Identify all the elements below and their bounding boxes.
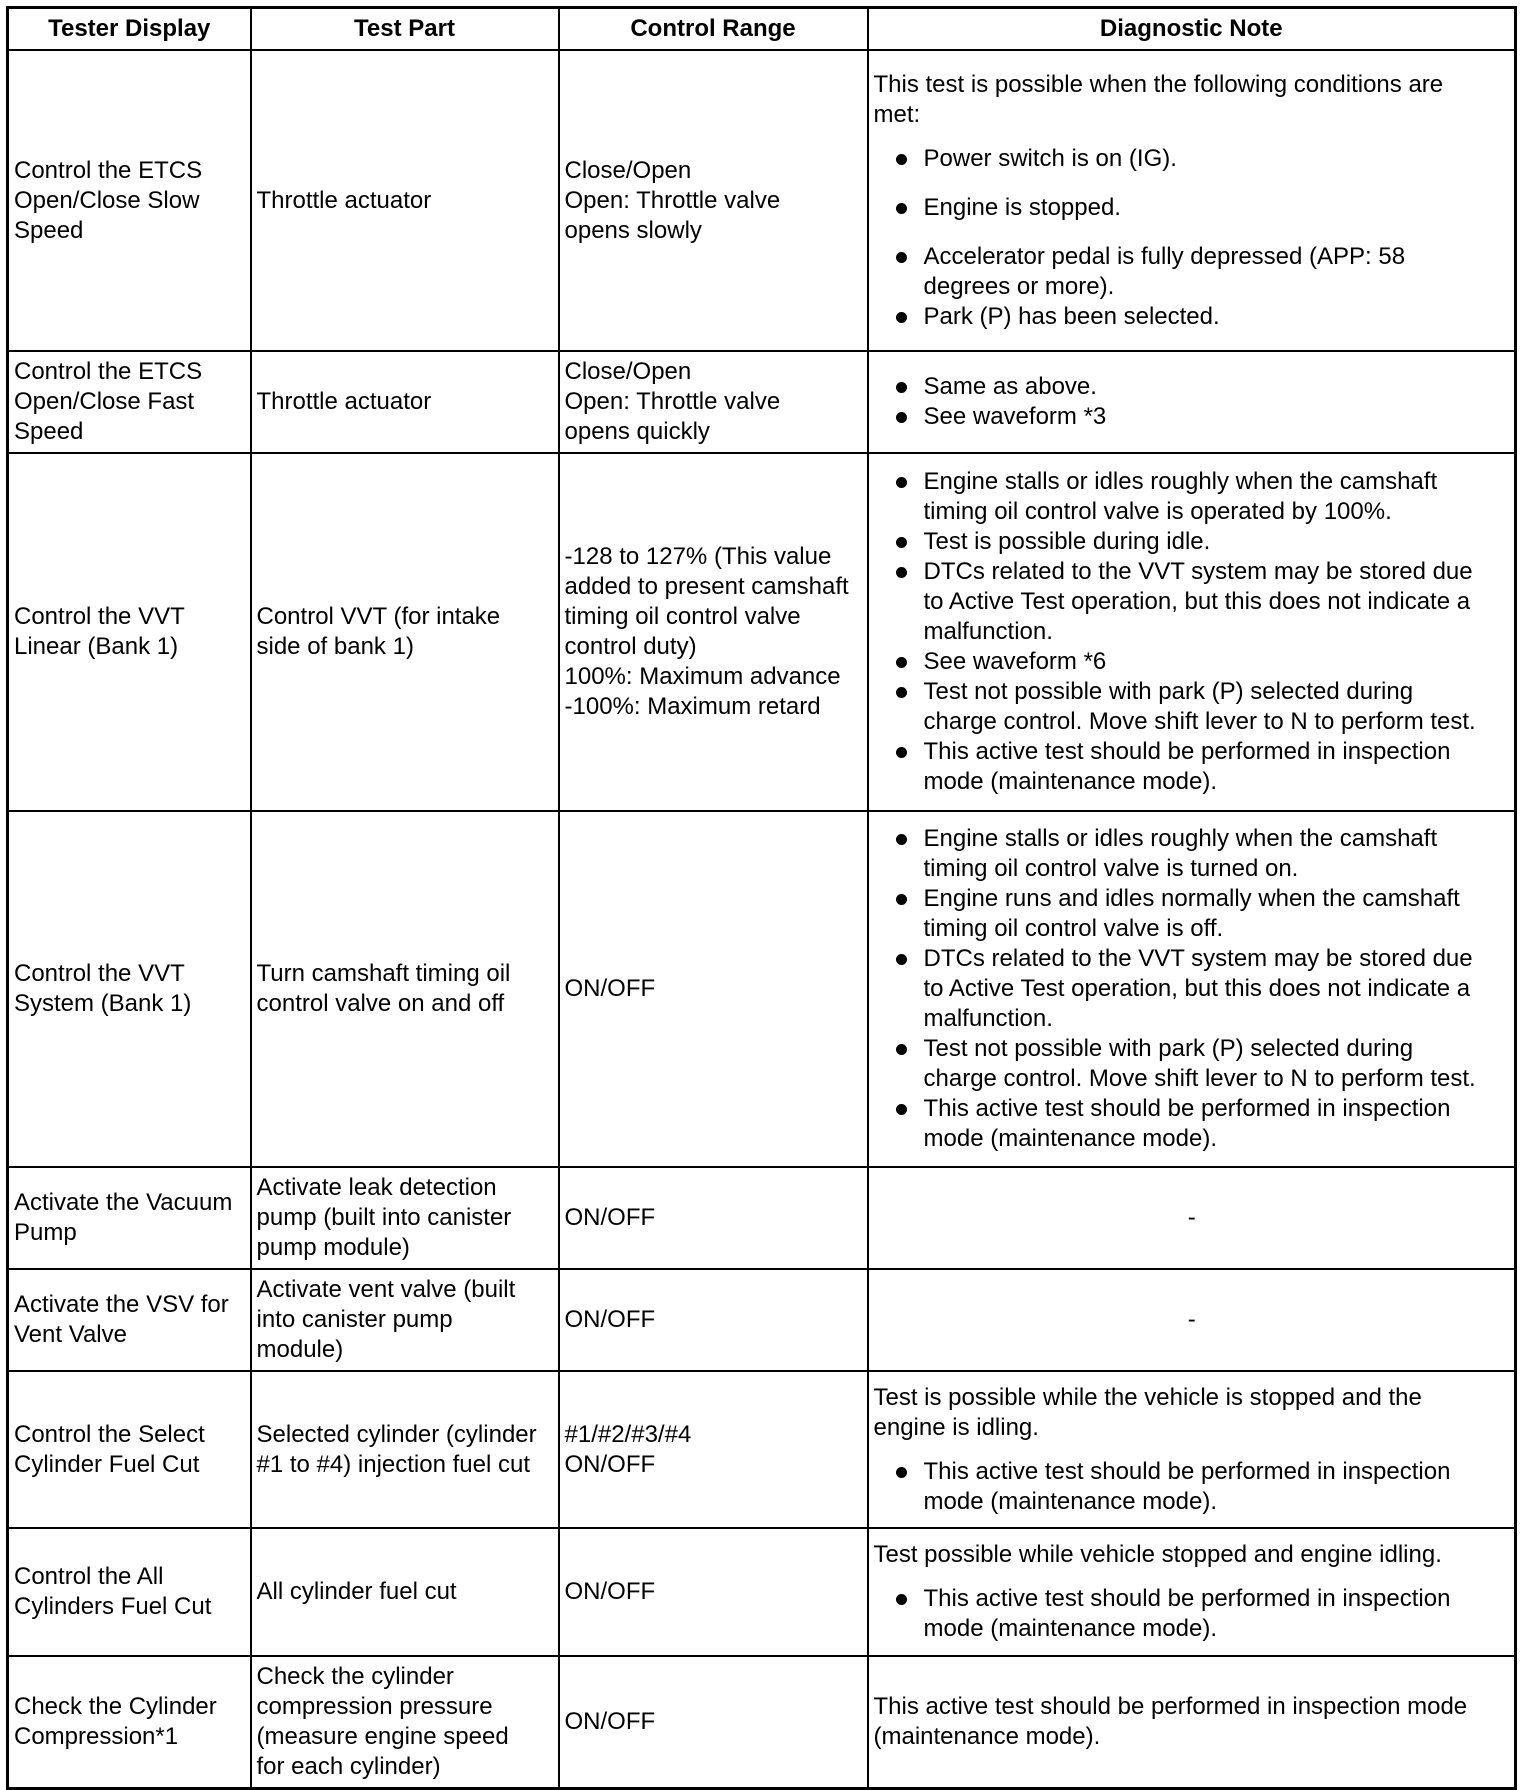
note-bullet [874, 402, 1511, 432]
bullet-text: Test not possible with park (P) selected during charge control. Move shift lever to N to perform test. [923, 678, 1476, 735]
bullet-text: This active test should be performed in inspection mode (maintenance mode). [923, 1095, 1451, 1152]
test-part-cell: Throttle actuator [251, 351, 559, 453]
table-row [8, 50, 1516, 351]
note-text: - [1187, 1306, 1196, 1333]
note-intro: Test is possible while the vehicle is stopped and the engine is idling. [873, 1383, 1422, 1441]
bullet-icon [896, 687, 907, 698]
note-bullet [874, 372, 1511, 402]
bullet-icon [896, 747, 907, 758]
header-test-part: Test Part [251, 8, 559, 51]
test-part-cell: All cylinder fuel cut [251, 1528, 559, 1656]
bullet-icon [896, 1044, 907, 1055]
diagnostic-note-cell [868, 50, 1516, 351]
diagnostic-note-cell [868, 453, 1516, 811]
diagnostic-note-cell [868, 1528, 1516, 1656]
tester-display-cell: Check the Cylinder Compression*1 [8, 1656, 251, 1788]
bullet-text: Accelerator pedal is fully depressed (APP: 58 degrees or more). [923, 242, 1406, 300]
tester-display-cell: Control the All Cylinders Fuel Cut [8, 1528, 251, 1656]
note-bullet [874, 737, 1511, 797]
note-bullet [874, 467, 1511, 527]
table-row [8, 1167, 1516, 1269]
diagnostic-note-cell: This active test should be performed in inspection mode (maintenance mode). [868, 1656, 1516, 1788]
bullet-icon [896, 657, 907, 668]
table-row [8, 453, 1516, 811]
note-text: - [1187, 1204, 1196, 1231]
bullet-icon [896, 567, 907, 578]
note-bullet [874, 1584, 1511, 1644]
note-bullet-list [874, 824, 1511, 1154]
diagnostic-note-cell [868, 811, 1516, 1167]
bullet-text: Engine stalls or idles roughly when the camshaft timing oil control valve is operated by 100%. [923, 468, 1438, 525]
bullet-icon [896, 894, 907, 905]
note-bullet-list [874, 467, 1511, 797]
bullet-text: Same as above. [923, 373, 1097, 400]
note-bullet-list [874, 1584, 1511, 1644]
note-bullet [874, 677, 1511, 737]
control-range-cell: ON/OFF [559, 1167, 868, 1269]
bullet-icon [896, 954, 907, 965]
bullet-text: DTCs related to the VVT system may be stored due to Active Test operation, but this does not indicate a malfunction. [923, 558, 1473, 645]
bullet-icon [896, 537, 907, 548]
note-bullet-list [874, 372, 1511, 432]
control-range-cell: ON/OFF [559, 1269, 868, 1371]
tester-display-cell: Control the VVT System (Bank 1) [8, 811, 251, 1167]
note-bullet [874, 557, 1511, 647]
bullet-icon [896, 834, 907, 845]
note-bullet [874, 1457, 1511, 1517]
note-bullet [874, 302, 1511, 332]
note-bullet [874, 884, 1511, 944]
bullet-icon [896, 154, 907, 165]
diagnostic-note-cell [868, 351, 1516, 453]
bullet-text: See waveform *6 [923, 648, 1107, 675]
bullet-icon [896, 312, 907, 323]
bullet-text: Engine runs and idles normally when the camshaft timing oil control valve is off. [923, 885, 1460, 942]
control-range-cell: ON/OFF [559, 811, 868, 1167]
diagnostic-note-cell [868, 1167, 1516, 1269]
test-part-cell: Turn camshaft timing oil control valve on and off [251, 811, 559, 1167]
bullet-icon [896, 203, 907, 214]
bullet-icon [896, 252, 907, 263]
bullet-text: See waveform *3 [923, 403, 1107, 430]
bullet-icon [896, 1467, 907, 1478]
bullet-text: Engine is stopped. [923, 193, 1121, 221]
control-range-cell: #1/#2/#3/#4 ON/OFF [559, 1371, 868, 1528]
bullet-text: DTCs related to the VVT system may be stored due to Active Test operation, but this does not indicate a malfunction. [923, 945, 1473, 1032]
table-row [8, 1656, 1516, 1788]
header-control-range: Control Range [559, 8, 868, 51]
bullet-text: Test not possible with park (P) selected during charge control. Move shift lever to N to perform test. [923, 1035, 1476, 1092]
note-bullet [874, 944, 1511, 1034]
test-part-cell: Activate vent valve (built into canister pump module) [251, 1269, 559, 1371]
tester-display-cell: Control the ETCS Open/Close Slow Speed [8, 50, 251, 351]
table-row [8, 1528, 1516, 1656]
bullet-icon [896, 382, 907, 393]
tester-display-cell: Activate the VSV for Vent Valve [8, 1269, 251, 1371]
control-range-cell: ON/OFF [559, 1528, 868, 1656]
note-bullet [874, 1094, 1511, 1154]
header-diagnostic-note: Diagnostic Note [868, 8, 1516, 51]
note-bullet [874, 647, 1511, 677]
note-bullet [874, 1034, 1511, 1094]
test-part-cell: Activate leak detection pump (built into canister pump module) [251, 1167, 559, 1269]
test-part-cell: Throttle actuator [251, 50, 559, 351]
control-range-cell: Close/Open Open: Throttle valve opens quickly [559, 351, 868, 453]
tester-display-cell: Control the VVT Linear (Bank 1) [8, 453, 251, 811]
bullet-text: Power switch is on (IG). [923, 144, 1177, 172]
active-test-table-page [6, 6, 1514, 1790]
note-bullet [874, 242, 1511, 302]
note-intro: This test is possible when the following conditions are met: [873, 70, 1444, 128]
bullet-icon [896, 1104, 907, 1115]
table-row [8, 1269, 1516, 1371]
table-row [8, 1371, 1516, 1528]
bullet-text: This active test should be performed in inspection mode (maintenance mode). [923, 738, 1451, 795]
test-part-cell: Check the cylinder compression pressure (measure engine speed for each cylinder) [251, 1656, 559, 1788]
table-row [8, 811, 1516, 1167]
table-row [8, 351, 1516, 453]
note-bullet [874, 144, 1511, 174]
note-bullet [874, 193, 1511, 223]
test-part-cell: Control VVT (for intake side of bank 1) [251, 453, 559, 811]
control-range-cell: ON/OFF [559, 1656, 868, 1788]
note-bullet-list [874, 144, 1511, 332]
control-range-cell: Close/Open Open: Throttle valve opens slowly [559, 50, 868, 351]
bullet-text: Engine stalls or idles roughly when the camshaft timing oil control valve is turned on. [923, 825, 1438, 882]
bullet-text: Park (P) has been selected. [923, 302, 1220, 330]
active-test-table [6, 6, 1517, 1790]
bullet-icon [896, 1594, 907, 1605]
bullet-icon [896, 477, 907, 488]
note-bullet [874, 824, 1511, 884]
bullet-text: This active test should be performed in inspection mode (maintenance mode). [923, 1585, 1451, 1642]
bullet-text: Test is possible during idle. [923, 528, 1211, 555]
tester-display-cell: Activate the Vacuum Pump [8, 1167, 251, 1269]
note-bullet-list [874, 1457, 1511, 1517]
tester-display-cell: Control the ETCS Open/Close Fast Speed [8, 351, 251, 453]
tester-display-cell: Control the Select Cylinder Fuel Cut [8, 1371, 251, 1528]
control-range-cell: -128 to 127% (This value added to present camshaft timing oil control valve control duty) 100%: Maximum advance -100%: Maximum retard [559, 453, 868, 811]
diagnostic-note-cell [868, 1269, 1516, 1371]
bullet-icon [896, 412, 907, 423]
diagnostic-note-cell [868, 1371, 1516, 1528]
note-intro: Test possible while vehicle stopped and engine idling. [873, 1541, 1442, 1568]
header-tester-display: Tester Display [8, 8, 251, 51]
header-row [8, 8, 1516, 51]
note-bullet [874, 527, 1511, 557]
bullet-text: This active test should be performed in inspection mode (maintenance mode). [923, 1457, 1451, 1515]
test-part-cell: Selected cylinder (cylinder #1 to #4) injection fuel cut [251, 1371, 559, 1528]
